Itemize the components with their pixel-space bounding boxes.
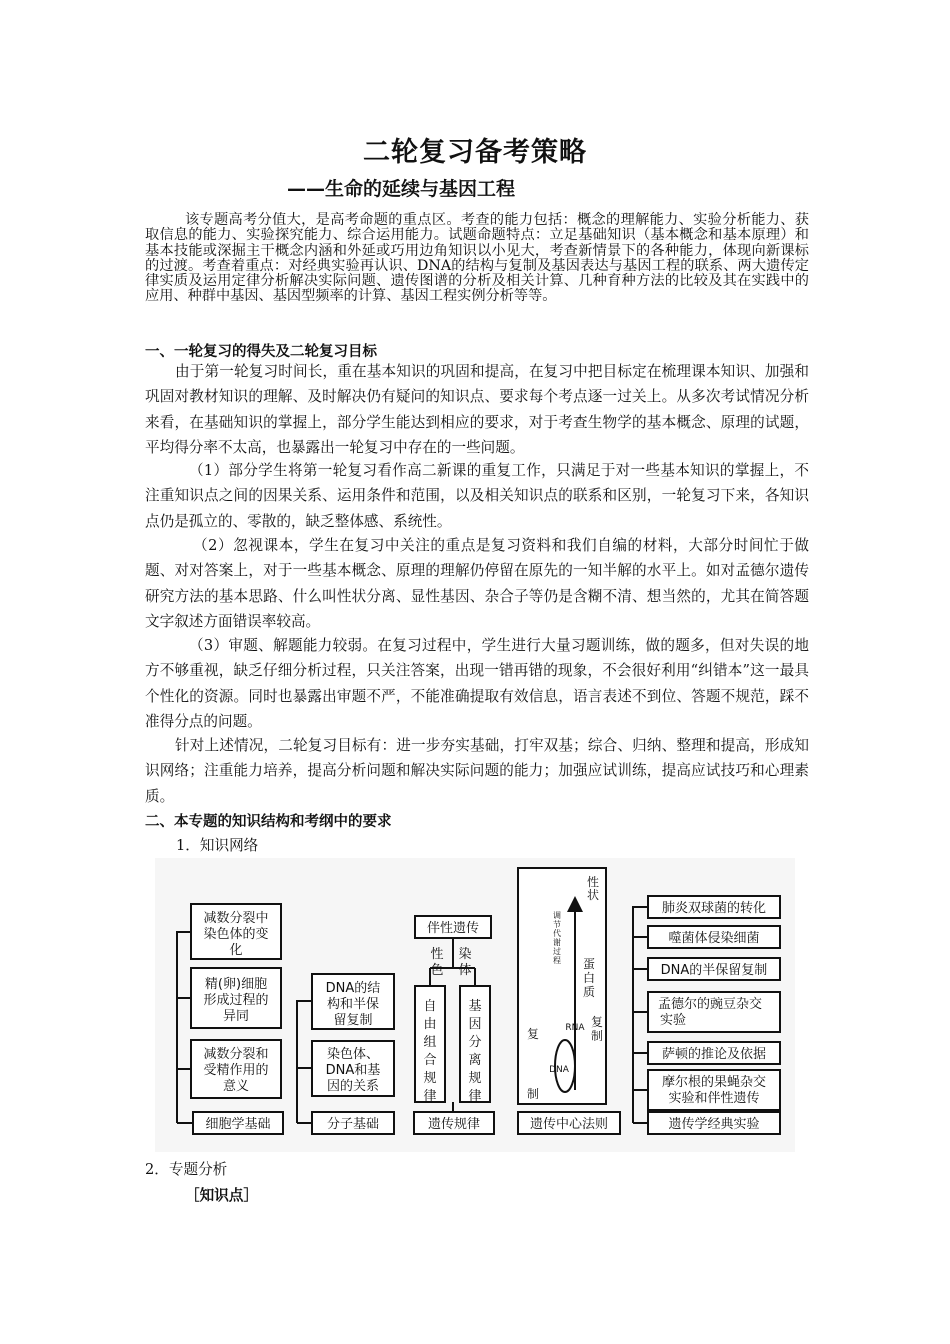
col4-base-text: 遗传中心法则	[529, 1117, 609, 1132]
col5-text-4: 孟德尔的豌豆杂交实验	[657, 997, 763, 1028]
knowledge-network-diagram	[155, 858, 795, 1152]
col3-top-text: 伴性遗传	[426, 921, 480, 936]
col5-text-5: 萨顿的推论及依据	[661, 1047, 767, 1062]
section1-para3: （3）审题、解题能力较弱。在复习过程中，学生进行大量习题训练，做的题多，但对失误的地方不够重视，缺乏仔细分析过程，只关注答案，出现一错再错的现象，不会很好利用“纠错本”这一最具个性化的资源。同时也暴露出审题不严，不能准确提取有效信息，语言表述不到位、答题不规范，踩不准得分点的问题。	[145, 637, 809, 730]
knowledge-points-label: ［知识点］	[185, 1187, 258, 1204]
col5-text-1: 肺炎双球菌的转化	[661, 901, 767, 916]
section2-heading: 二、本专题的知识结构和考纲中的要求	[145, 814, 392, 830]
col5-text-3: DNA的半保留复制	[660, 963, 768, 978]
col2-base-text: 分子基础	[326, 1117, 380, 1132]
section1-para4: 针对上述情况，二轮复习目标有：进一步夯实基础，打牢双基；综合、归纳、整理和提高，形成知识网络；注重能力培养，提高分析问题和解决实际问题的能力；加强应试训练，提高应试技巧和心理素质。	[145, 737, 809, 805]
col4-side: 调节代谢过程	[553, 911, 561, 965]
topic-analysis-label: 2．专题分析	[145, 1161, 228, 1178]
col1-text-3: 减数分裂和受精作用的意义	[203, 1047, 269, 1094]
col3-left-text: 自由组合规律	[423, 999, 437, 1104]
knowledge-network-label: 1．知识网络	[176, 837, 259, 854]
col3-mid-left: 性色	[430, 947, 444, 978]
col4-protein: 蛋白质	[582, 957, 596, 999]
col2-text-2: 染色体、 DNA和基因的关系	[325, 1047, 381, 1094]
col5-text-2: 噬菌体侵染细菌	[668, 931, 760, 946]
col1-base-text: 细胞学基础	[205, 1117, 271, 1132]
col1-text-2: 精(卵)细胞形成过程的异同	[203, 977, 269, 1024]
col4-dna: DNA	[549, 1065, 569, 1075]
section1-para0: 由于第一轮复习时间长，重在基本知识的巩固和提高，在复习中把目标定在梳理课本知识、加强和巩固对教材知识的理解、及时解决仍有疑问的知识点、要求每个考点逐一过关上。从多次考试情况分析来看，在基础知识的掌握上，部分学生能达到相应的要求，对于考查生物学的基本概念、原理的试题，平均得分率不太高，也暴露出一轮复习中存在的一些问题。	[145, 363, 809, 456]
section1-para2: （2）忽视课本，学生在复习中关注的重点是复习资料和我们自编的材料，大部分时间忙于做题、对对答案上，对于一些基本概念、原理的理解仍停留在原先的一知半解的水平上。如对孟德尔遗传研究方法的基本思路、什么叫性状分离、显性基因、杂合子等仍是含糊不清、想当然的，尤其在简答题文字叙述方面错误率较高。	[145, 537, 809, 630]
col5-text-6: 摩尔根的果蝇杂交实验和伴性遗传	[661, 1075, 767, 1106]
col4-rep-right: 复制	[590, 1015, 604, 1043]
col1-text-1: 减数分裂中染色体的变化	[203, 911, 269, 958]
page-subtitle: ——生命的延续与基因工程	[287, 178, 516, 200]
col4-trait: 性状	[586, 875, 600, 902]
page-title: 二轮复习备考策略	[363, 137, 587, 168]
col3-right-text: 基因分离规律	[468, 999, 482, 1104]
section1-para1: （1）部分学生将第一轮复习看作高二新课的重复工作，只满足于对一些基本知识的掌握上，不注重知识点之间的因果关系、运用条件和范围，以及相关知识点的联系和区别，一轮复习下来，各知识点仍是孤立的、零散的，缺乏整体感、系统性。	[145, 462, 809, 530]
intro-paragraph: 该专题高考分值大，是高考命题的重点区。考查的能力包括：概念的理解能力、实验分析能力、获取信息的能力、实验探究能力、综合运用能力。试题命题特点：立足基础知识（基本概念和基本原理）和基本技能或深掘主干概念内涵和外延或巧用边角知识以小见大，考查新情景下的各种能力，体现向新课标的过渡。考查着重点：对经典实验再认识、DNA的结构与复制及基因表达与基因工程的联系、两大遗传定律实质及运用定律分析解决实际问题、遗传图谱的分析及相关计算、几种育种方法的比较及其在实践中的应用、种群中基因、基因型频率的计算、基因工程实例分析等等。	[145, 212, 809, 305]
col3-base-text: 遗传规律	[427, 1117, 481, 1132]
col3-mid-right: 染体	[458, 947, 472, 978]
col5-base-text: 遗传学经典实验	[668, 1117, 760, 1132]
col4-rep-left: 复制	[526, 1027, 540, 1101]
col4-rna: RNA	[565, 1023, 585, 1033]
col2-text-1: DNA的结构和半保留复制	[325, 981, 381, 1028]
section1-heading: 一、一轮复习的得失及二轮复习目标	[145, 344, 377, 360]
